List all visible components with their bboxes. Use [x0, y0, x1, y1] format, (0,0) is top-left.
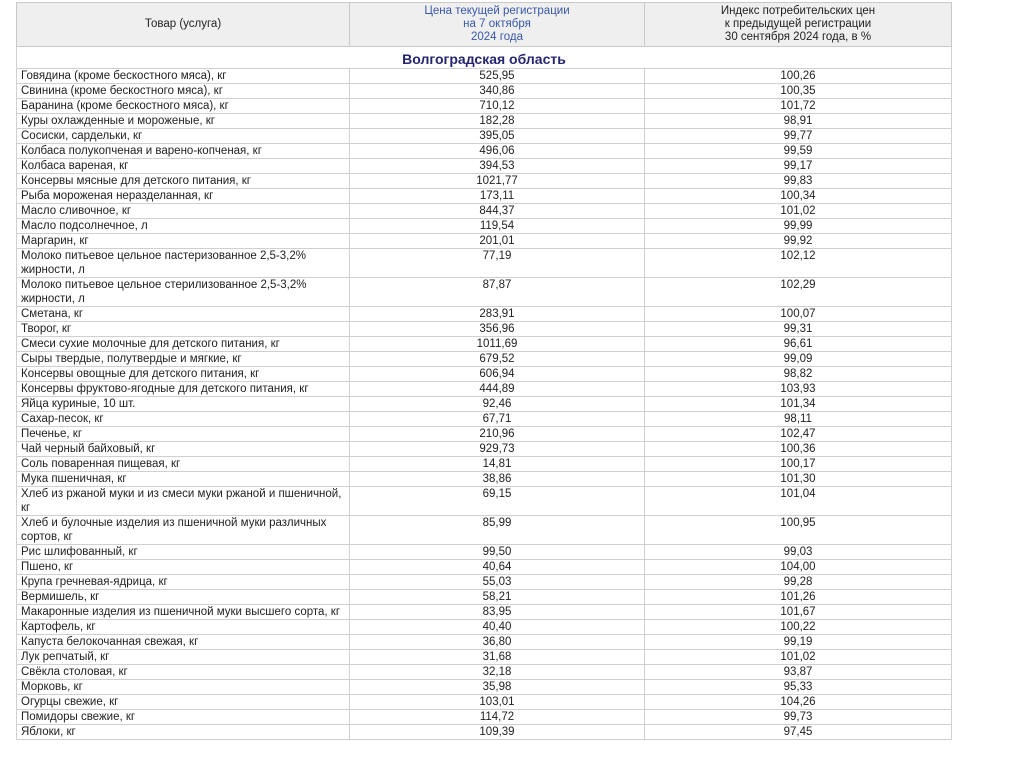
header-index-line2: к предыдущей регистрации [724, 18, 872, 30]
table-row [17, 322, 952, 337]
table-row [17, 367, 952, 382]
price-cell: 109,39 [350, 725, 645, 740]
product-name-cell: Масло подсолнечное, л [17, 219, 350, 234]
table-row [17, 487, 952, 516]
index-cell: 100,34 [645, 189, 952, 204]
price-cell: 1021,77 [350, 174, 645, 189]
header-price-line1: Цена текущей регистрации [424, 5, 570, 17]
price-table [16, 2, 952, 740]
table-row [17, 620, 952, 635]
product-name-cell: Помидоры свежие, кг [17, 710, 350, 725]
table-row [17, 710, 952, 725]
region-row [17, 47, 952, 69]
price-cell: 67,71 [350, 412, 645, 427]
price-cell: 929,73 [350, 442, 645, 457]
header-product: Товар (услуга) [17, 3, 350, 47]
index-cell: 99,92 [645, 234, 952, 249]
price-cell: 69,15 [350, 487, 645, 516]
price-cell: 710,12 [350, 99, 645, 114]
product-name-cell: Консервы фруктово-ягодные для детского питания, кг [17, 382, 350, 397]
table-body [17, 47, 952, 740]
index-cell: 100,95 [645, 516, 952, 545]
index-cell: 93,87 [645, 665, 952, 680]
price-cell: 87,87 [350, 278, 645, 307]
price-cell: 40,64 [350, 560, 645, 575]
price-cell: 182,28 [350, 114, 645, 129]
price-cell: 394,53 [350, 159, 645, 174]
price-cell: 92,46 [350, 397, 645, 412]
table-row [17, 219, 952, 234]
index-cell: 102,12 [645, 249, 952, 278]
product-name-cell: Морковь, кг [17, 680, 350, 695]
price-cell: 606,94 [350, 367, 645, 382]
table-row [17, 635, 952, 650]
product-name-cell: Огурцы свежие, кг [17, 695, 350, 710]
product-name-cell: Рис шлифованный, кг [17, 545, 350, 560]
product-name-cell: Консервы мясные для детского питания, кг [17, 174, 350, 189]
table-row [17, 412, 952, 427]
product-name-cell: Рыба мороженая неразделанная, кг [17, 189, 350, 204]
price-cell: 31,68 [350, 650, 645, 665]
product-name-cell: Печенье, кг [17, 427, 350, 442]
index-cell: 99,83 [645, 174, 952, 189]
index-cell: 100,07 [645, 307, 952, 322]
price-cell: 340,86 [350, 84, 645, 99]
product-name-cell: Яйца куриные, 10 шт. [17, 397, 350, 412]
product-name-cell: Макаронные изделия из пшеничной муки высшего сорта, кг [17, 605, 350, 620]
table-row [17, 397, 952, 412]
price-cell: 99,50 [350, 545, 645, 560]
price-cell: 844,37 [350, 204, 645, 219]
index-cell: 99,09 [645, 352, 952, 367]
table-row [17, 472, 952, 487]
header-index-line1: Индекс потребительских цен [720, 5, 876, 17]
price-cell: 14,81 [350, 457, 645, 472]
table-row [17, 545, 952, 560]
table-row [17, 129, 952, 144]
table-row [17, 427, 952, 442]
index-cell: 99,31 [645, 322, 952, 337]
index-cell: 101,02 [645, 204, 952, 219]
price-cell: 444,89 [350, 382, 645, 397]
index-cell: 95,33 [645, 680, 952, 695]
price-cell: 103,01 [350, 695, 645, 710]
product-name-cell: Молоко питьевое цельное стерилизованное 2,5-3,2% жирности, л [17, 278, 350, 307]
table-row [17, 84, 952, 99]
table-row [17, 575, 952, 590]
price-cell: 114,72 [350, 710, 645, 725]
table-row [17, 560, 952, 575]
price-cell: 40,40 [350, 620, 645, 635]
table-row [17, 725, 952, 740]
index-cell: 102,47 [645, 427, 952, 442]
index-cell: 100,35 [645, 84, 952, 99]
table-row [17, 189, 952, 204]
table-row [17, 605, 952, 620]
price-cell: 1011,69 [350, 337, 645, 352]
price-cell: 36,80 [350, 635, 645, 650]
product-name-cell: Вермишель, кг [17, 590, 350, 605]
index-cell: 100,17 [645, 457, 952, 472]
product-name-cell: Сосиски, сардельки, кг [17, 129, 350, 144]
product-name-cell: Колбаса полукопченая и варено-копченая, кг [17, 144, 350, 159]
price-cell: 38,86 [350, 472, 645, 487]
header-price-line2: на 7 октября [463, 18, 531, 30]
index-cell: 99,73 [645, 710, 952, 725]
table-row [17, 442, 952, 457]
product-name-cell: Капуста белокочанная свежая, кг [17, 635, 350, 650]
price-cell: 525,95 [350, 69, 645, 84]
table-row [17, 114, 952, 129]
index-cell: 99,17 [645, 159, 952, 174]
product-name-cell: Колбаса вареная, кг [17, 159, 350, 174]
index-cell: 101,04 [645, 487, 952, 516]
index-cell: 99,77 [645, 129, 952, 144]
product-name-cell: Молоко питьевое цельное пастеризованное 2,5-3,2% жирности, л [17, 249, 350, 278]
header-index-line3: 30 сентября 2024 года, в % [724, 31, 872, 43]
index-cell: 96,61 [645, 337, 952, 352]
table-row [17, 352, 952, 367]
product-name-cell: Соль поваренная пищевая, кг [17, 457, 350, 472]
product-name-cell: Творог, кг [17, 322, 350, 337]
product-name-cell: Говядина (кроме бескостного мяса), кг [17, 69, 350, 84]
header-current-price [350, 3, 645, 47]
product-name-cell: Свёкла столовая, кг [17, 665, 350, 680]
price-cell: 32,18 [350, 665, 645, 680]
product-name-cell: Мука пшеничная, кг [17, 472, 350, 487]
table-row [17, 516, 952, 545]
index-cell: 99,59 [645, 144, 952, 159]
price-cell: 35,98 [350, 680, 645, 695]
price-cell: 679,52 [350, 352, 645, 367]
index-cell: 104,26 [645, 695, 952, 710]
price-cell: 77,19 [350, 249, 645, 278]
index-cell: 98,91 [645, 114, 952, 129]
product-name-cell: Лук репчатый, кг [17, 650, 350, 665]
product-name-cell: Консервы овощные для детского питания, кг [17, 367, 350, 382]
table-row [17, 278, 952, 307]
price-table-container [16, 2, 951, 740]
table-row [17, 234, 952, 249]
product-name-cell: Смеси сухие молочные для детского питания, кг [17, 337, 350, 352]
product-name-cell: Масло сливочное, кг [17, 204, 350, 219]
table-row [17, 457, 952, 472]
index-cell: 97,45 [645, 725, 952, 740]
index-cell: 100,22 [645, 620, 952, 635]
index-cell: 98,82 [645, 367, 952, 382]
price-cell: 356,96 [350, 322, 645, 337]
region-title: Волгоградская область [17, 47, 952, 69]
price-cell: 283,91 [350, 307, 645, 322]
price-cell: 173,11 [350, 189, 645, 204]
product-name-cell: Свинина (кроме бескостного мяса), кг [17, 84, 350, 99]
index-cell: 100,26 [645, 69, 952, 84]
price-cell: 55,03 [350, 575, 645, 590]
product-name-cell: Хлеб из ржаной муки и из смеси муки ржаной и пшеничной, кг [17, 487, 350, 516]
table-row [17, 69, 952, 84]
price-cell: 58,21 [350, 590, 645, 605]
index-cell: 100,36 [645, 442, 952, 457]
product-name-cell: Куры охлажденные и мороженые, кг [17, 114, 350, 129]
table-row [17, 144, 952, 159]
product-name-cell: Сыры твердые, полутвердые и мягкие, кг [17, 352, 350, 367]
table-row [17, 695, 952, 710]
product-name-cell: Баранина (кроме бескостного мяса), кг [17, 99, 350, 114]
product-name-cell: Картофель, кг [17, 620, 350, 635]
index-cell: 99,99 [645, 219, 952, 234]
table-header [17, 3, 952, 47]
table-row [17, 249, 952, 278]
index-cell: 101,34 [645, 397, 952, 412]
index-cell: 101,72 [645, 99, 952, 114]
index-cell: 99,28 [645, 575, 952, 590]
index-cell: 98,11 [645, 412, 952, 427]
price-cell: 85,99 [350, 516, 645, 545]
price-cell: 496,06 [350, 144, 645, 159]
product-name-cell: Маргарин, кг [17, 234, 350, 249]
product-name-cell: Чай черный байховый, кг [17, 442, 350, 457]
product-name-cell: Хлеб и булочные изделия из пшеничной муки различных сортов, кг [17, 516, 350, 545]
price-cell: 210,96 [350, 427, 645, 442]
table-row [17, 159, 952, 174]
index-cell: 101,26 [645, 590, 952, 605]
index-cell: 101,67 [645, 605, 952, 620]
product-name-cell: Сахар-песок, кг [17, 412, 350, 427]
table-row [17, 680, 952, 695]
index-cell: 101,30 [645, 472, 952, 487]
index-cell: 104,00 [645, 560, 952, 575]
price-cell: 395,05 [350, 129, 645, 144]
index-cell: 99,03 [645, 545, 952, 560]
table-row [17, 382, 952, 397]
table-row [17, 174, 952, 189]
index-cell: 103,93 [645, 382, 952, 397]
price-cell: 83,95 [350, 605, 645, 620]
header-price-index [645, 3, 952, 47]
product-name-cell: Пшено, кг [17, 560, 350, 575]
index-cell: 102,29 [645, 278, 952, 307]
product-name-cell: Сметана, кг [17, 307, 350, 322]
table-row [17, 650, 952, 665]
table-row [17, 590, 952, 605]
price-cell: 201,01 [350, 234, 645, 249]
product-name-cell: Яблоки, кг [17, 725, 350, 740]
index-cell: 99,19 [645, 635, 952, 650]
table-row [17, 307, 952, 322]
table-row [17, 665, 952, 680]
price-cell: 119,54 [350, 219, 645, 234]
table-row [17, 337, 952, 352]
table-row [17, 204, 952, 219]
product-name-cell: Крупа гречневая-ядрица, кг [17, 575, 350, 590]
index-cell: 101,02 [645, 650, 952, 665]
table-row [17, 99, 952, 114]
header-price-line3: 2024 года [471, 31, 523, 43]
